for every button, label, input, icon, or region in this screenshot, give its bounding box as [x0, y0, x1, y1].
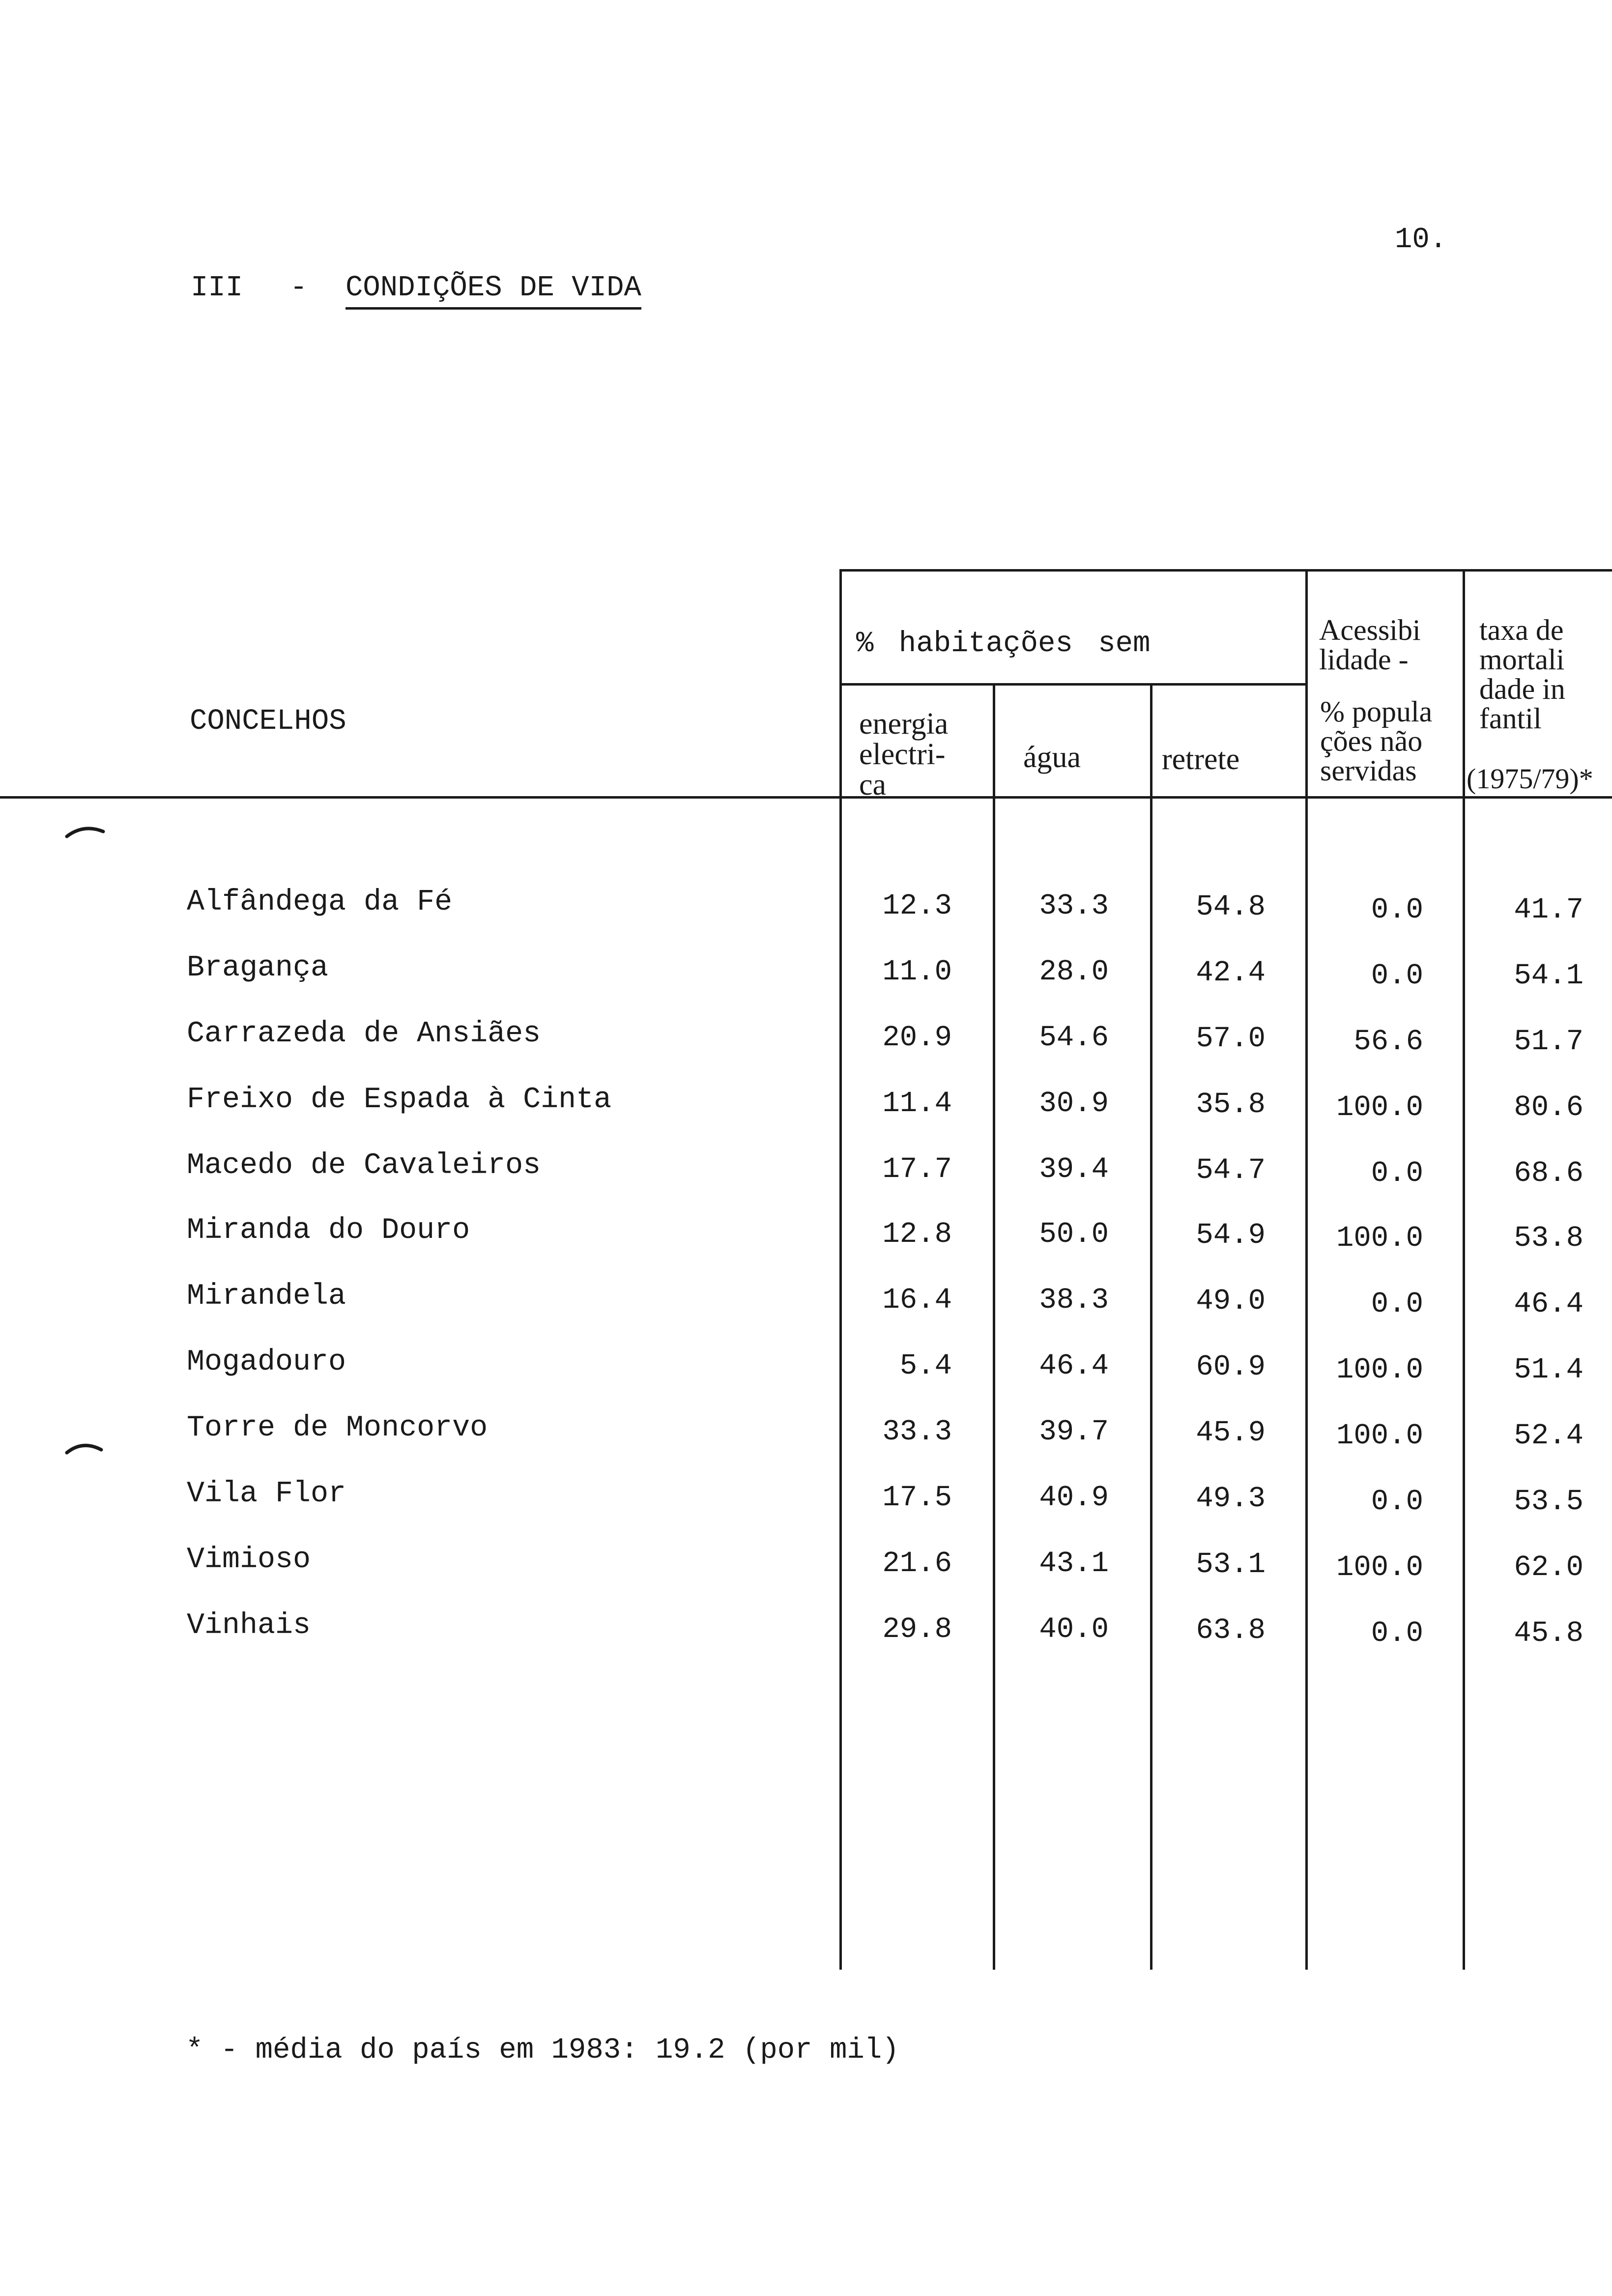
cell-retrete: 53.1	[1196, 1548, 1266, 1581]
cell-retrete: 63.8	[1196, 1614, 1266, 1647]
cell-energia: 5.4	[899, 1349, 952, 1382]
group-header-habitacoes: % habitações sem	[856, 627, 1151, 660]
header-energia-line-2: electri-	[859, 738, 946, 771]
cell-acessibilidade: 100.0	[1336, 1353, 1423, 1386]
column-divider-2	[993, 684, 995, 1970]
cell-energia: 11.0	[882, 955, 952, 988]
cell-mortalidade: 41.7	[1514, 893, 1583, 926]
cell-retrete: 45.9	[1196, 1416, 1266, 1449]
row-name: Vila Flor	[187, 1477, 346, 1511]
section-number: III	[191, 271, 243, 304]
cell-energia: 12.3	[882, 890, 952, 922]
row-name: Vimioso	[187, 1543, 311, 1577]
cell-acessibilidade: 0.0	[1371, 1288, 1423, 1320]
cell-retrete: 49.3	[1196, 1482, 1266, 1515]
cell-agua: 46.4	[1039, 1349, 1109, 1382]
cell-agua: 33.3	[1039, 890, 1109, 922]
header-mortalidade-period: (1975/79)*	[1467, 763, 1593, 795]
cell-energia: 29.8	[882, 1613, 952, 1646]
cell-mortalidade: 68.6	[1514, 1157, 1583, 1190]
cell-mortalidade: 53.8	[1514, 1222, 1583, 1255]
header-acess-line-4: ções não	[1320, 725, 1423, 757]
cell-agua: 38.3	[1039, 1284, 1109, 1317]
page-number: 10.	[1395, 223, 1447, 256]
header-mort-line-3: dade in	[1479, 673, 1565, 705]
binder-mark-bottom	[64, 1435, 108, 1460]
header-acess-line-2: lidade -	[1319, 643, 1409, 676]
cell-energia: 17.7	[882, 1153, 952, 1186]
cell-retrete: 54.9	[1196, 1219, 1266, 1252]
header-retrete: retrete	[1162, 743, 1240, 776]
header-agua: água	[1023, 741, 1081, 774]
footnote: * - média do país em 1983: 19.2 (por mil)	[186, 2034, 899, 2066]
row-name: Vinhais	[187, 1609, 311, 1642]
table-top-rule	[839, 569, 1612, 572]
cell-acessibilidade: 0.0	[1371, 1157, 1423, 1190]
section-dash: -	[290, 271, 308, 304]
row-name: Carrazeda de Ansiães	[187, 1017, 541, 1051]
row-name: Alfândega da Fé	[187, 886, 453, 919]
cell-acessibilidade: 0.0	[1371, 1617, 1423, 1650]
column-divider-5	[1463, 569, 1465, 1970]
header-acess-line-1: Acessibi	[1319, 614, 1421, 646]
row-name: Bragança	[187, 951, 329, 985]
binder-mark-top	[64, 821, 108, 840]
header-mort-line-1: taxa de	[1479, 614, 1564, 646]
column-divider-1	[839, 569, 842, 1970]
cell-acessibilidade: 100.0	[1336, 1222, 1423, 1255]
header-energia-line-3: ca	[859, 768, 887, 802]
cell-retrete: 42.4	[1196, 956, 1266, 989]
cell-agua: 39.4	[1039, 1153, 1109, 1186]
cell-mortalidade: 46.4	[1514, 1288, 1583, 1320]
header-populacoes-nao-servidas	[1320, 697, 1432, 785]
cell-energia: 17.5	[882, 1481, 952, 1514]
header-acessibilidade	[1319, 615, 1421, 674]
row-name: Torre de Moncorvo	[187, 1411, 488, 1445]
cell-agua: 40.0	[1039, 1613, 1109, 1646]
column-divider-3	[1150, 684, 1152, 1970]
cell-energia: 21.6	[882, 1547, 952, 1580]
header-mort-line-2: mortali	[1479, 643, 1565, 676]
row-header-concelhos: CONCELHOS	[190, 705, 346, 738]
cell-acessibilidade: 0.0	[1371, 1485, 1423, 1518]
cell-agua: 54.6	[1039, 1021, 1109, 1054]
cell-retrete: 54.8	[1196, 890, 1266, 923]
cell-mortalidade: 54.1	[1514, 959, 1583, 992]
cell-energia: 33.3	[882, 1415, 952, 1448]
header-acess-line-3: % popula	[1320, 695, 1433, 728]
column-divider-4	[1305, 569, 1308, 1970]
row-name: Macedo de Cavaleiros	[187, 1149, 541, 1182]
row-name: Mirandela	[187, 1280, 346, 1313]
cell-acessibilidade: 100.0	[1336, 1419, 1423, 1452]
header-energia	[859, 709, 948, 800]
cell-agua: 50.0	[1039, 1218, 1109, 1251]
cell-mortalidade: 62.0	[1514, 1551, 1583, 1584]
cell-mortalidade: 53.5	[1514, 1485, 1583, 1518]
cell-energia: 12.8	[882, 1218, 952, 1251]
cell-mortalidade: 45.8	[1514, 1617, 1583, 1650]
cell-retrete: 57.0	[1196, 1022, 1266, 1055]
cell-retrete: 35.8	[1196, 1088, 1266, 1121]
cell-retrete: 49.0	[1196, 1285, 1266, 1318]
cell-agua: 30.9	[1039, 1087, 1109, 1120]
cell-acessibilidade: 100.0	[1336, 1091, 1423, 1124]
cell-mortalidade: 51.7	[1514, 1025, 1583, 1058]
cell-agua: 39.7	[1039, 1415, 1109, 1448]
header-energia-line-1: energia	[859, 707, 949, 741]
cell-mortalidade: 51.4	[1514, 1353, 1583, 1386]
subheader-rule	[839, 683, 1307, 686]
cell-agua: 43.1	[1039, 1547, 1109, 1580]
cell-acessibilidade: 100.0	[1336, 1551, 1423, 1584]
cell-mortalidade: 52.4	[1514, 1419, 1583, 1452]
header-acess-line-5: servidas	[1320, 754, 1417, 787]
cell-retrete: 60.9	[1196, 1350, 1266, 1383]
header-mortalidade	[1479, 615, 1565, 733]
cell-agua: 28.0	[1039, 955, 1109, 988]
cell-acessibilidade: 0.0	[1371, 893, 1423, 926]
row-name: Freixo de Espada à Cinta	[187, 1083, 612, 1117]
header-mort-line-4: fantil	[1479, 702, 1542, 735]
cell-retrete: 54.7	[1196, 1154, 1266, 1187]
header-bottom-rule	[0, 796, 1612, 799]
row-name: Mogadouro	[187, 1346, 346, 1379]
cell-energia: 20.9	[882, 1021, 952, 1054]
row-name: Miranda do Douro	[187, 1214, 470, 1247]
cell-acessibilidade: 0.0	[1371, 959, 1423, 992]
section-title: CONDIÇÕES DE VIDA	[345, 273, 641, 310]
cell-acessibilidade: 56.6	[1353, 1025, 1423, 1058]
cell-energia: 11.4	[882, 1087, 952, 1120]
cell-agua: 40.9	[1039, 1481, 1109, 1514]
cell-energia: 16.4	[882, 1284, 952, 1317]
cell-mortalidade: 80.6	[1514, 1091, 1583, 1124]
